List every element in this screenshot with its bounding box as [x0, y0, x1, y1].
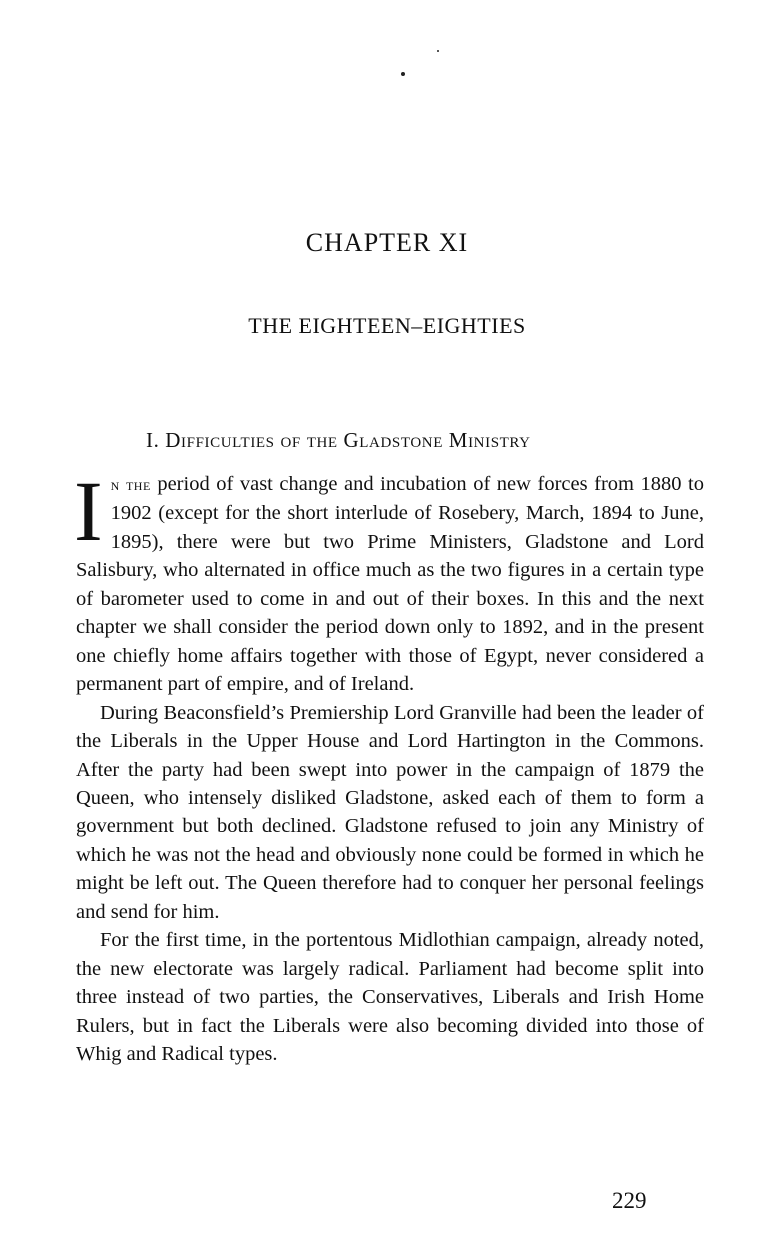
page-number: 229: [612, 1188, 647, 1213]
paragraph: For the first time, in the portentous Midlothian campaign, already noted, the new electorate was largely radical. Parliament had become split into three instead of two parties, the Conservatives, Liberals and Irish Home Rulers, but in fact the Liberals were also becoming divided into those of Whig and Radical types.: [76, 929, 704, 1066]
chapter-title: THE EIGHTEEN–EIGHTIES: [248, 313, 526, 338]
section-heading: I. Difficulties of the Gladstone Ministry: [146, 428, 531, 452]
lead-in-small-caps: n the: [110, 475, 151, 494]
chapter-number: CHAPTER XI: [305, 228, 469, 257]
stray-mark: [437, 50, 439, 52]
paragraph: During Beaconsfield’s Premiership Lord Granville had been the leader of the Liberals in the Upper House and Lord Hartington in the Commons. After the party had been swept into power in the campaign of 1879 the Queen, who intensely disliked Gladstone, asked each of them to form a government but both declined. Gladstone refused to join any Ministry of which he was not the head and obviously none could be formed in which he might be left out. The Queen therefore had to conquer her personal feelings and send for him.: [76, 701, 704, 923]
body-text: [74, 463, 704, 1069]
stray-mark: [401, 72, 405, 76]
drop-cap: I: [74, 463, 103, 559]
paragraph: [74, 463, 704, 699]
paragraph-text: period of vast change and incubation of new forces from 1880 to 1902 (except for the short interlude of Rosebery, March, 1894 to June, 1895), there were but two Prime Ministers, Gladstone and Lord Salisbury, who alternated in office much as the two figures in a certain type of barometer used to come in and out of their boxes. In this and the next chapter we shall consider the period down only to 1892, and in the present one chiefly home affairs together with those of Egypt, never considered a permanent part of empire, and of Ireland.: [76, 473, 704, 696]
